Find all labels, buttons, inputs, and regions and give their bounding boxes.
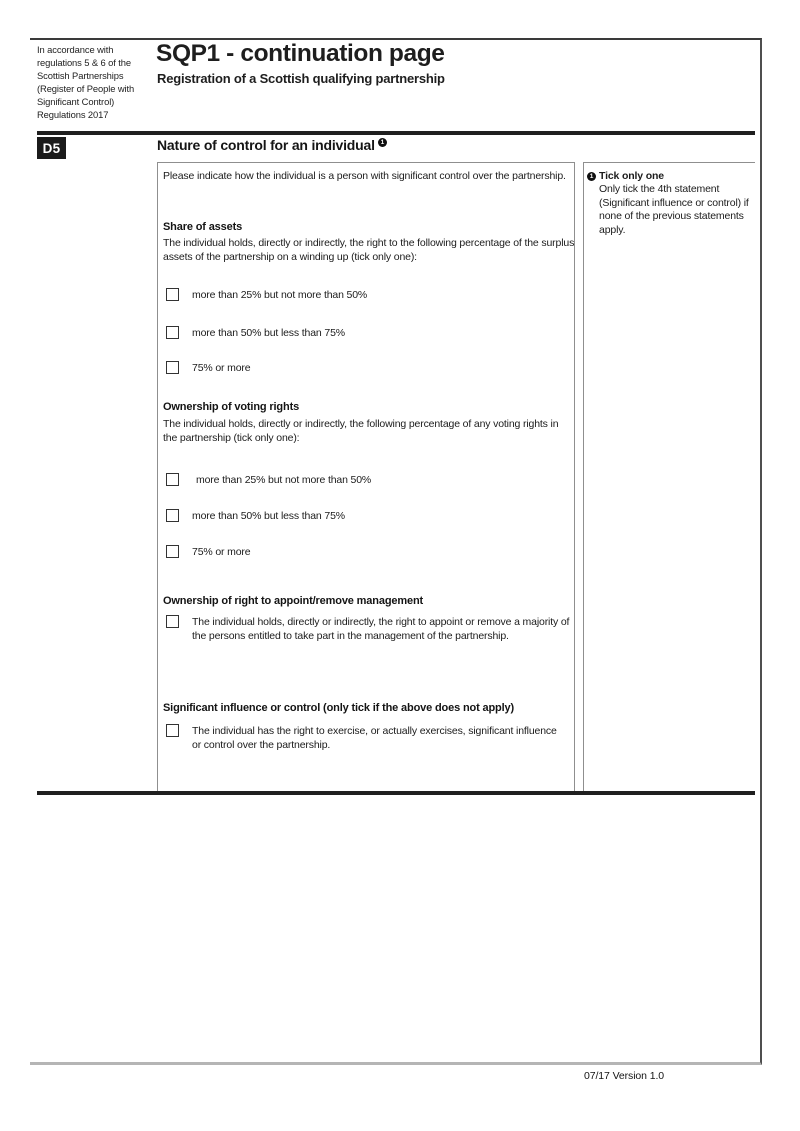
side-note-panel [583,162,755,792]
group-heading-voting-rights: Ownership of voting rights [163,401,300,413]
side-note-title: Tick only one [599,170,664,182]
checkbox-assets-25-50[interactable] [166,288,179,301]
footer-version: 07/17 Version 1.0 [584,1070,665,1082]
option-label: The individual holds, directly or indirectly, the right to appoint or remove a majority of the persons entitled to take part in the management of the partnership. [192,616,570,642]
info-icon: 1 [587,172,596,181]
section-id-badge: D5 [37,137,66,159]
intro-text: Please indicate how the individual is a person with significant control over the partnership. [163,170,566,182]
group-description-share-of-assets: The individual holds, directly or indirectly, the right to the following percentage of the surplus assets of the partnership on a winding up (tick only one): [163,237,575,263]
option-row [163,326,345,340]
group-heading-share-of-assets: Share of assets [163,221,243,233]
option-row [163,288,367,302]
group-heading-appoint-remove: Ownership of right to appoint/remove management [163,595,424,607]
nature-of-control-panel [157,162,575,792]
regulation-note: In accordance with regulations 5 & 6 of the Scottish Partnerships (Register of People with Significant Control) Regulations 2017 [37,44,135,120]
checkbox-significant-influence[interactable] [166,724,179,737]
checkbox-assets-75-or-more[interactable] [166,361,179,374]
info-icon: 1 [378,138,387,147]
option-label: The individual has the right to exercise, or actually exercises, significant influence or control over the partnership. [192,725,557,751]
option-label: more than 50% but less than 75% [192,327,345,339]
side-note-body: Only tick the 4th statement (Significant influence or control) if none of the previous statements apply. [599,183,749,236]
section-heading [157,137,387,153]
option-label: more than 25% but not more than 50% [196,474,372,486]
section-divider-bottom [37,791,755,795]
option-label: more than 50% but less than 75% [192,510,345,522]
option-row [163,724,568,752]
option-row [163,361,250,375]
option-label: more than 25% but not more than 50% [192,289,368,301]
option-row [163,473,371,487]
checkbox-voting-50-75[interactable] [166,509,179,522]
form-subtitle: Registration of a Scottish qualifying partnership [157,71,445,86]
section-divider-top [37,131,755,135]
group-description-voting-rights: The individual holds, directly or indirectly, the following percentage of any voting rights in the partnership (tick only one): [163,418,559,444]
option-label: 75% or more [192,362,251,374]
checkbox-appoint-remove[interactable] [166,615,179,628]
option-row [163,509,345,523]
checkbox-assets-50-75[interactable] [166,326,179,339]
option-row [163,545,250,559]
side-note-header [587,170,749,182]
section-heading-text: Nature of control for an individual [157,137,375,153]
checkbox-voting-75-or-more[interactable] [166,545,179,558]
option-row [163,615,576,643]
option-label: 75% or more [192,546,251,558]
form-title: SQP1 - continuation page [156,40,445,67]
checkbox-voting-25-50[interactable] [166,473,179,486]
group-heading-significant-influence: Significant influence or control (only tick if the above does not apply) [163,702,515,714]
